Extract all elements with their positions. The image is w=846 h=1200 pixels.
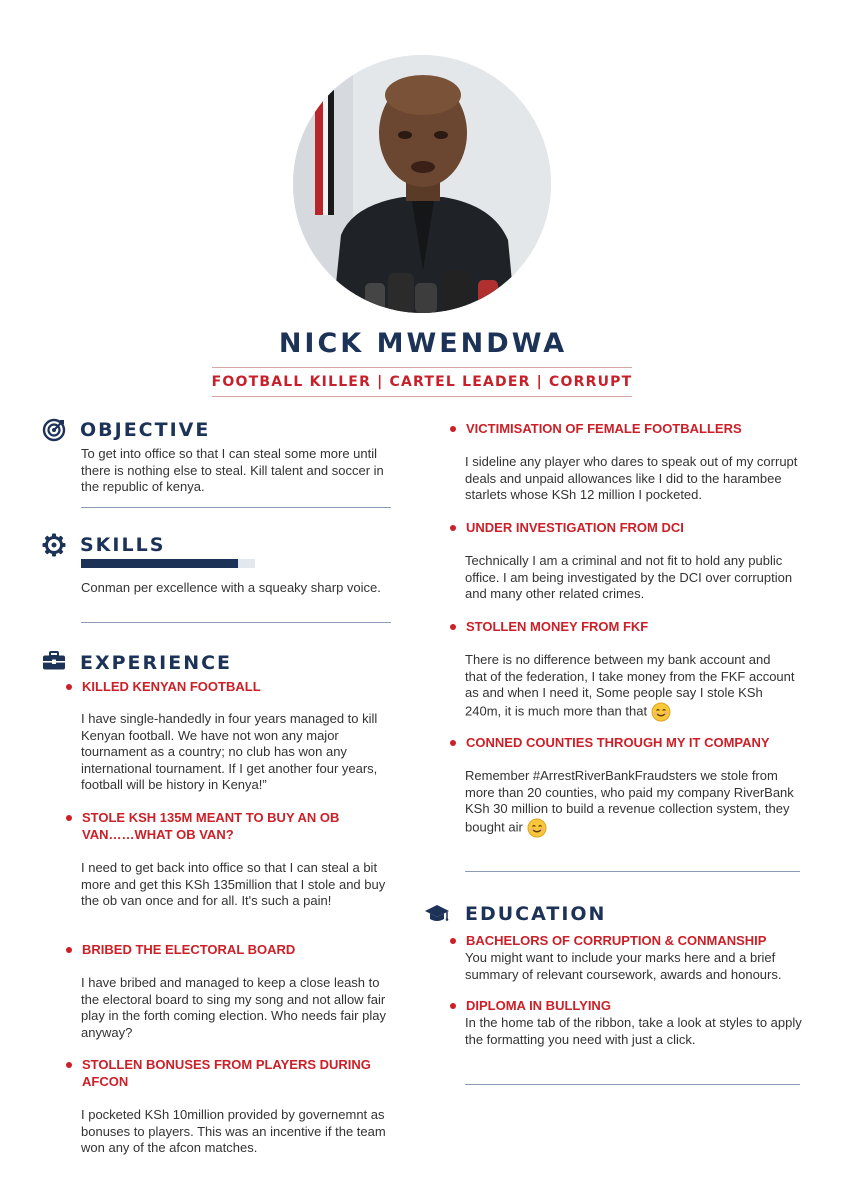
tagline: FOOTBALL KILLER | CARTEL LEADER | CORRUPT bbox=[211, 374, 633, 390]
experience-item-title: STOLLEN MONEY FROM FKF bbox=[450, 619, 826, 636]
objective-divider bbox=[81, 507, 391, 508]
experience-item-text: I pocketed KSh 10million provided by governemnt as bonuses to players. This was an incentive if the team won any of the afcon matches. bbox=[81, 1107, 386, 1155]
tagline-box bbox=[212, 367, 632, 397]
education-item-text: You might want to include your marks here and a brief summary of relevant coursework, awards and honours. bbox=[465, 950, 782, 982]
skill-level-fill bbox=[81, 559, 238, 568]
experience-item-title: STOLLEN BONUSES FROM PLAYERS DURING AFCON bbox=[66, 1057, 382, 1090]
experience-item-text: I have single-handedly in four years managed to kill Kenyan football. We have not won any major tournament as a country; no club has won any international tournament. If I get another four years, football will be history in Kenya!” bbox=[81, 711, 378, 792]
experience-item-text: I need to get back into office so that I can steal a bit more and get this KSh 135million that I stole and buy the ob van once and for all. It's such a pain! bbox=[81, 860, 386, 908]
education-divider bbox=[465, 1084, 800, 1085]
target-icon bbox=[42, 418, 66, 442]
experience-item-text: I sideline any player who dares to speak out of my corrupt deals and unpaid allowances like I did to the harambee starlets whose KSh 12 million I pocketed. bbox=[465, 454, 798, 502]
experience-heading: EXPERIENCE bbox=[80, 652, 233, 674]
skills-heading: SKILLS bbox=[80, 534, 166, 556]
education-item-text: In the home tab of the ribbon, take a look at styles to apply the formatting you need with just a click. bbox=[465, 1015, 802, 1047]
objective-heading: OBJECTIVE bbox=[80, 419, 211, 441]
experience-item-title: KILLED KENYAN FOOTBALL bbox=[66, 679, 402, 696]
experience-item-title: VICTIMISATION OF FEMALE FOOTBALLERS bbox=[450, 421, 826, 438]
education-item-title: DIPLOMA IN BULLYING bbox=[450, 998, 826, 1015]
experience-item-title: STOLE KSH 135M MEANT TO BUY AN OB VAN……WHAT OB VAN? bbox=[66, 810, 382, 843]
experience-item-text-content: There is no difference between my bank account and that of the federation, I take money from the FKF account as and when I need it, Some people say I stole KSh 240m, it is much more than that bbox=[465, 652, 795, 718]
smiling-face-icon bbox=[527, 818, 547, 838]
education-item-title: BACHELORS OF CORRUPTION & CONMANSHIP bbox=[450, 933, 846, 950]
briefcase-icon bbox=[42, 651, 66, 671]
experience-item-text: I have bribed and managed to keep a close leash to the electoral board to sing my song and not allow fair play in the forth coming election. Who needs fair play anyway? bbox=[81, 975, 386, 1040]
objective-text: To get into office so that I can steal some more until there is nothing else to steal. Kill talent and soccer in the republic of kenya. bbox=[81, 446, 384, 494]
skill-level-bar bbox=[81, 559, 255, 568]
profile-photo bbox=[293, 55, 551, 313]
smiling-face-icon bbox=[651, 702, 671, 722]
experience-item-title: UNDER INVESTIGATION FROM DCI bbox=[450, 520, 826, 537]
experience-item-text-content: Remember #ArrestRiverBankFraudsters we stole from more than 20 counties, who paid my company RiverBank KSh 30 million to build a revenue collection system, they bought air bbox=[465, 768, 794, 834]
skills-divider bbox=[81, 622, 391, 623]
skills-text: Conman per excellence with a squeaky sharp voice. bbox=[81, 580, 381, 595]
experience-item-text bbox=[465, 768, 810, 838]
experience-item-text: Technically I am a criminal and not fit to hold any public office. I am being investigated by the DCI over corruption and many other related crimes. bbox=[465, 553, 793, 601]
experience-divider bbox=[465, 871, 800, 872]
experience-item-title: CONNED COUNTIES THROUGH MY IT COMPANY bbox=[450, 735, 826, 752]
candidate-name: NICK MWENDWA bbox=[278, 328, 568, 359]
education-heading: EDUCATION bbox=[465, 903, 607, 925]
gear-icon bbox=[42, 533, 66, 557]
graduation-cap-icon bbox=[424, 903, 450, 925]
experience-item-title: BRIBED THE ELECTORAL BOARD bbox=[66, 942, 402, 959]
experience-item-text bbox=[465, 652, 795, 722]
